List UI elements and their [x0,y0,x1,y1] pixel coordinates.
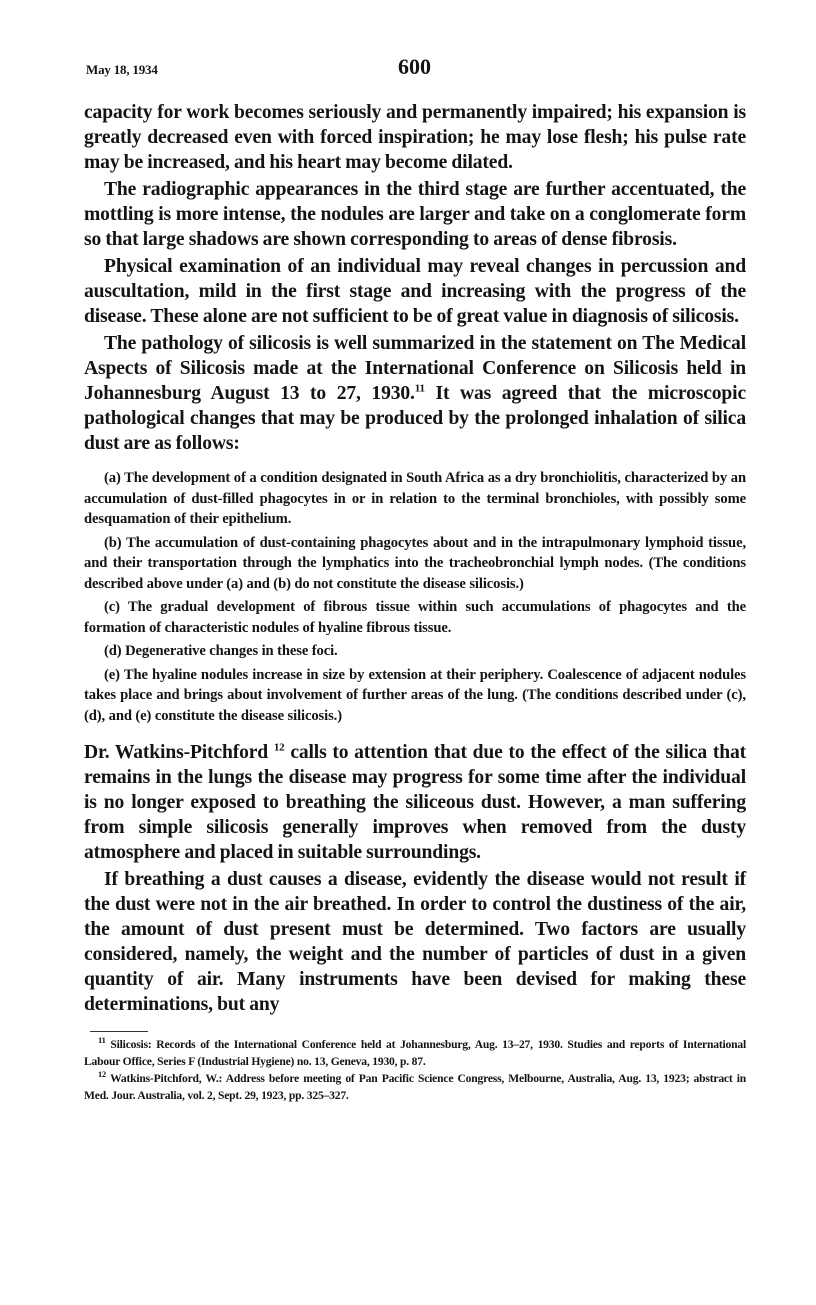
paragraph-dust-control: If breathing a dust causes a disease, evidently the disease would not result if the dust were not in the air breathed. In order to control the dustiness of the air, the amount of dust present must be determined. Two factors are usually considered, namely, the weight and the number of particles of dust in a given quantity of air. Many instruments have been devised for making these determinations, but any [84,869,746,1015]
footnote-ref-11: 11 [414,382,425,395]
footnote-12 [84,1070,746,1104]
watkins-text: Dr. Watkins-Pitchford [84,742,274,763]
footnote-text-12: Watkins-Pitchford, W.: Address before meeting of Pan Pacific Science Congress, Melbourne, Australia, Aug. 13, 1923; abstract in Med. Jour. Australia, vol. 2, Sept. 29, 1923, pp. 325–327. [84,1072,746,1102]
paragraph-physical-exam: Physical examination of an individual may reveal changes in percussion and auscultation, mild in the first stage and increasing with the progress of the disease. These alone are not sufficient to be of great value in diagnosis of silicosis. [84,256,746,327]
footnote-ref-12: 12 [273,741,285,754]
footnote-text-11: Silicosis: Records of the International Conference held at Johannesburg, Aug. 13–27, 1930. Studies and reports of International Labour Office, Series F (Industrial Hygiene) no. 13, Geneva, 1930, p. 87. [84,1038,746,1068]
watkins-text-continued: calls to attention that due to the effect of the silica that remains in the lungs the disease may progress for some time after the individual is no longer exposed to breathing the siliceous dust. However, a man suffering from simple silicosis generally improves when removed from the dusty atmosphere and placed in suitable surroundings. [84,742,746,863]
footnote-mark-12: 12 [98,1069,107,1080]
footnote-mark-11: 11 [98,1035,106,1046]
paragraph-continued: capacity for work becomes seriously and permanently impaired; his expansion is greatly decreased even with forced inspiration; he may lose flesh; his pulse rate may be increased, and his heart may become dilated. [84,102,746,173]
footnotes [84,1036,746,1104]
page-number: 600 [398,54,431,79]
list-item-a: (a) The development of a condition designated in South Africa as a dry bronchiolitis, characterized by an accumulation of dust-filled phagocytes in or in relation to the terminal bronchioles, with possibly some desquamation of their epithelium. [84,470,746,527]
list-item-e: (e) The hyaline nodules increase in size by extension at their periphery. Coalescence of adjacent nodules takes place and brings about involvement of further areas of the lung. (The conditions described under (c), (d), and (e) constitute the disease silicosis.) [84,666,746,724]
footnote-divider [90,1031,148,1032]
paragraph-watkins [84,740,746,865]
pathology-text: The pathology of silicosis is well summarized in the statement on The Medical Aspects of Silicosis made at the International Conference on Silicosis held in Johannesburg August 13 to 27, 1930. [84,333,746,404]
list-item-b: (b) The accumulation of dust-containing phagocytes about and in the intrapulmonary lymphoid tissue, and their transportation through the lymphatics into the tracheobronchial lymph nodes. (The conditions described above under (a) and (b) do not constitute the disease silicosis.) [84,534,746,592]
main-text-upper [84,100,746,456]
issue-date: May 18, 1934 [86,62,158,77]
pathology-text-continued: It was agreed that the microscopic pathological changes that may be produced by the prolonged inhalation of silica dust are as follows: [84,383,746,454]
page-header [86,54,746,84]
footnote-11 [84,1036,746,1070]
list-item-c: (c) The gradual development of fibrous tissue within such accumulations of phagocytes and the formation of characteristic nodules of hyaline fibrous tissue. [84,599,746,636]
paragraph-pathology [84,331,746,456]
article-body [84,100,746,1104]
pathology-changes-list [84,468,746,726]
list-item-d: (d) Degenerative changes in these foci. [104,643,338,659]
main-text-lower [84,740,746,1017]
paragraph-radiographic: The radiographic appearances in the third stage are further accentuated, the mottling is more intense, the nodules are larger and take on a conglomerate form so that large shadows are shown corresponding to areas of dense fibrosis. [84,179,746,250]
